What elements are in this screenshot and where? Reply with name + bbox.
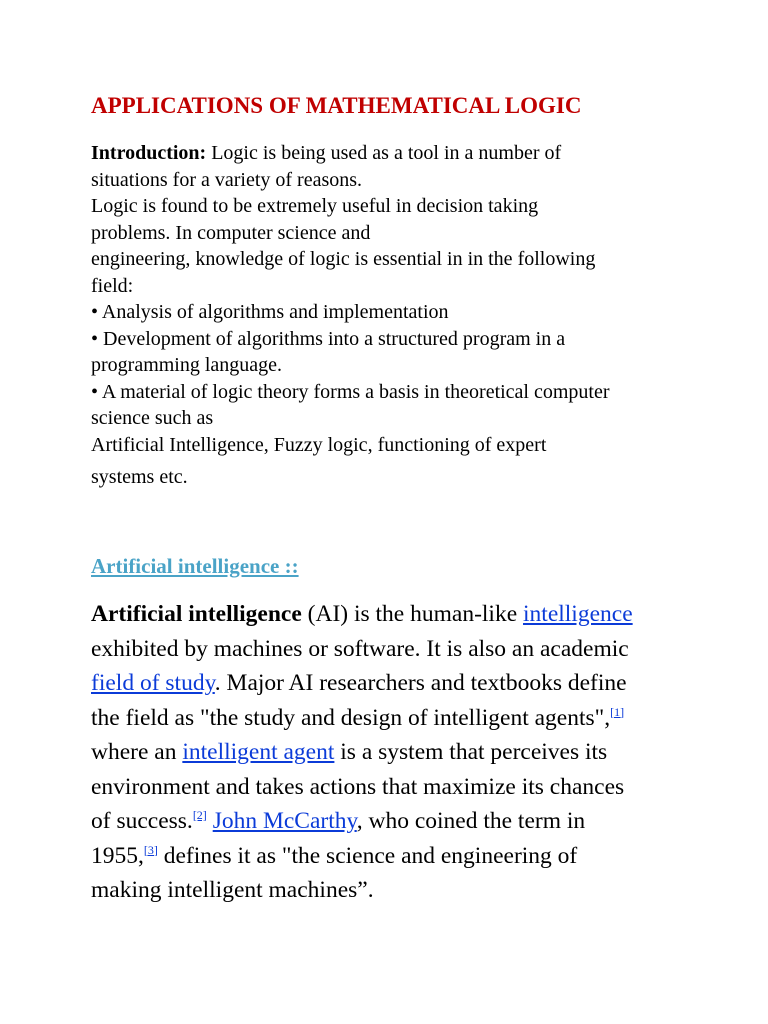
citation-2 — [193, 808, 207, 822]
intelligent-agent-link[interactable]: intelligent agent — [182, 739, 335, 765]
introduction-section — [91, 140, 691, 491]
ai-line — [91, 701, 711, 736]
ai-text: (AI) is the human-like — [301, 601, 524, 627]
citation-1 — [610, 705, 624, 719]
ai-text: is a system that perceives its — [334, 739, 608, 765]
ai-text: 1955, — [91, 842, 144, 869]
intro-line: Artificial Intelligence, Fuzzy logic, functioning of expert — [91, 433, 547, 456]
intelligence-link[interactable]: intelligence — [523, 601, 633, 627]
intro-line: systems etc. — [91, 466, 188, 488]
intro-line: Logic is found to be extremely useful in decision taking — [91, 195, 539, 217]
citation-3 — [144, 843, 158, 857]
bullet-item: • Analysis of algorithms and implementation — [91, 301, 449, 323]
john-mccarthy-link[interactable]: John McCarthy — [212, 808, 357, 834]
ai-text: , who coined the term in — [356, 808, 586, 834]
ai-line: environment and takes actions that maximize its chances — [91, 773, 625, 800]
ai-text: defines it as "the science and engineering of — [157, 842, 578, 869]
ai-text: the field as "the study and design of intelligent agents", — [91, 704, 611, 731]
ai-text: . Major AI researchers and textbooks define — [214, 670, 627, 696]
ai-section-body — [91, 597, 711, 908]
ai-line — [91, 597, 711, 632]
bullet-item: • Development of algorithms into a structured program in a — [91, 327, 566, 350]
intro-line: problems. In computer science and — [91, 221, 371, 244]
intro-label: Introduction: — [91, 142, 207, 164]
intro-line: situations for a variety of reasons. — [91, 168, 363, 191]
ai-term-bold: Artificial intelligence — [91, 601, 302, 627]
citation-1-link[interactable]: [1] — [610, 704, 625, 719]
bullet-item: • A material of logic theory forms a basis in theoretical computer — [91, 380, 610, 403]
citation-2-link[interactable]: [2] — [192, 808, 207, 823]
field-of-study-link[interactable]: field of study — [91, 670, 215, 696]
bullet-item-continuation: programming language. — [91, 354, 283, 376]
intro-line-text: Logic is being used as a tool in a number of — [206, 142, 562, 164]
ai-line — [91, 804, 711, 839]
ai-line: making intelligent machines”. — [91, 877, 374, 903]
intro-line — [91, 140, 691, 167]
bullet-item-continuation: science such as — [91, 407, 214, 429]
document-title: APPLICATIONS OF MATHEMATICAL LOGIC — [91, 93, 582, 118]
ai-text: of success. — [91, 808, 193, 834]
intro-line: field: — [91, 274, 134, 297]
ai-section-heading-link[interactable]: Artificial intelligence :: — [91, 554, 299, 578]
intro-line: engineering, knowledge of logic is essential in in the following — [91, 248, 596, 270]
ai-line — [91, 839, 711, 874]
ai-line — [91, 666, 711, 701]
ai-line: exhibited by machines or software. It is also an academic — [91, 635, 629, 662]
ai-text: where an — [91, 739, 183, 765]
ai-line — [91, 735, 711, 770]
citation-3-link[interactable]: [3] — [143, 842, 158, 857]
